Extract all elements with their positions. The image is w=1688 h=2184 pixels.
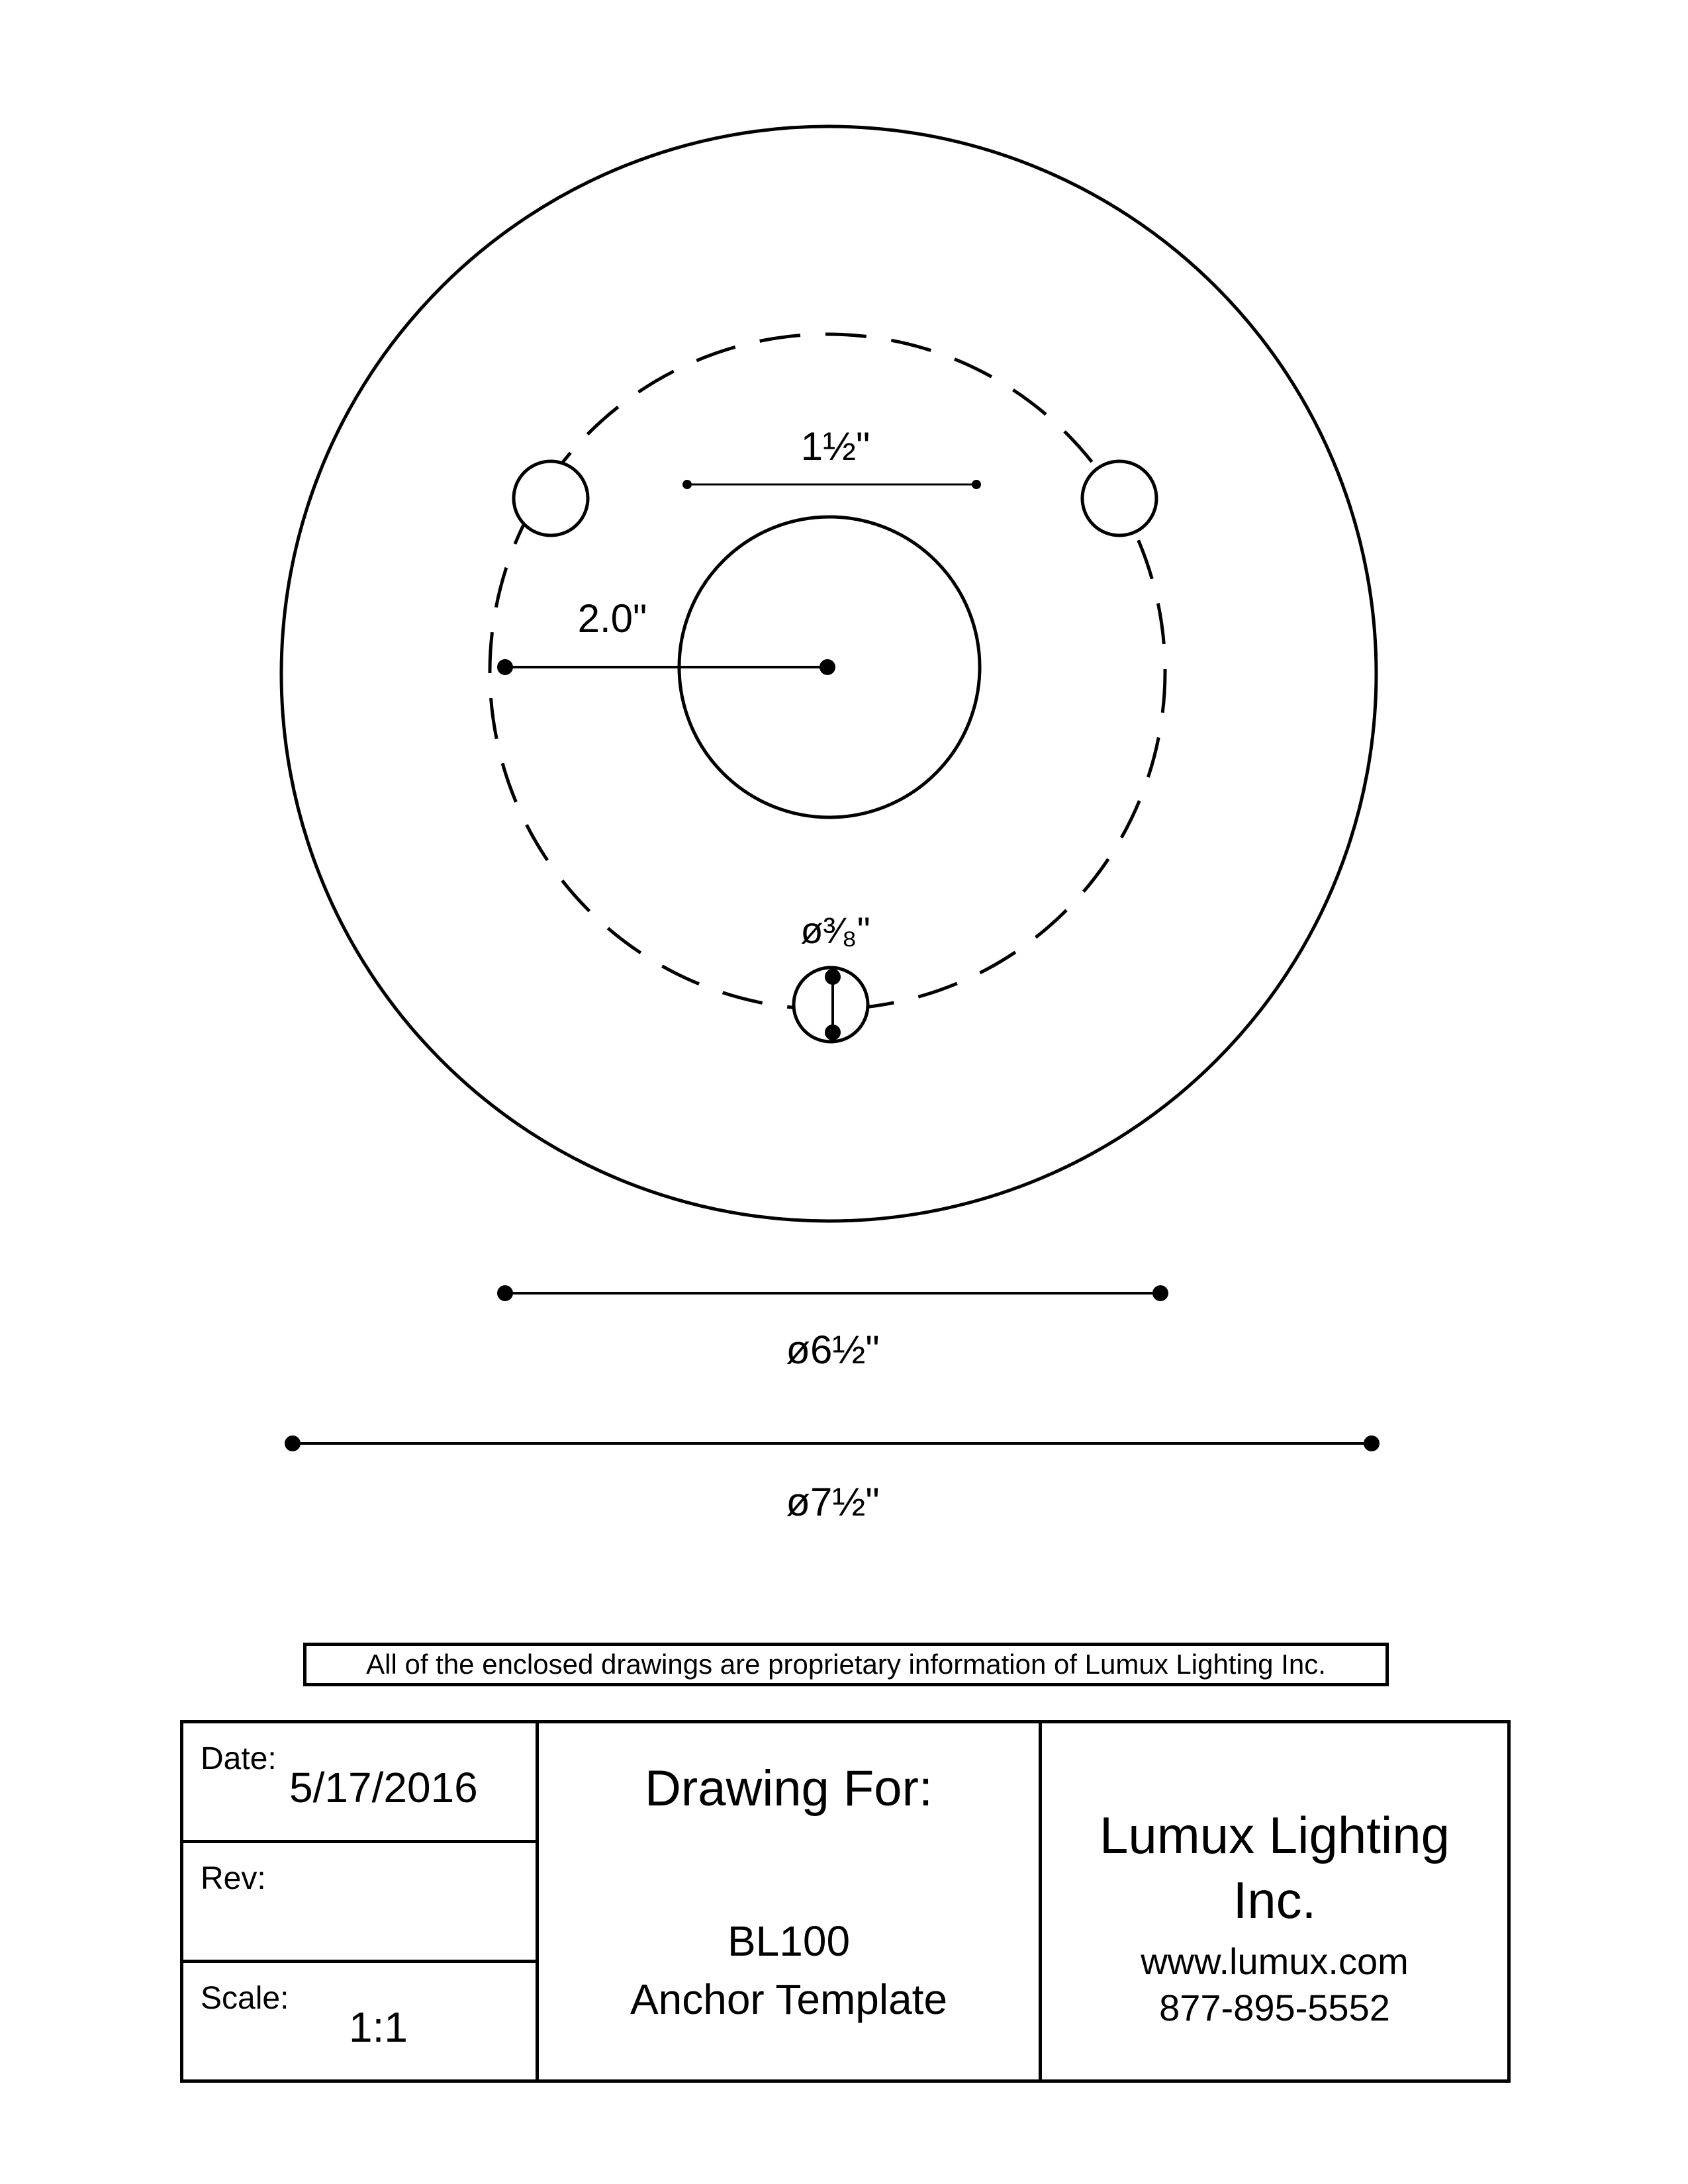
dimension-endpoint (1364, 1435, 1380, 1451)
scale-cell (183, 1963, 536, 2079)
scale-label: Scale: (201, 1981, 289, 2016)
part-name: Anchor Template (630, 1976, 948, 2023)
drawing-for-label: Drawing For: (645, 1760, 933, 1817)
date-cell (183, 1723, 536, 1843)
date-value: 5/17/2016 (289, 1764, 478, 1811)
title-block (180, 1720, 1511, 2083)
title-block-meta (183, 1723, 539, 2079)
model-number: BL100 (727, 1917, 851, 1965)
scale-value: 1:1 (349, 2003, 408, 2051)
proprietary-notice (303, 1643, 1389, 1686)
dimension-endpoint (285, 1435, 301, 1451)
company-website: www.lumux.com (1141, 1940, 1409, 1982)
outer-diameter-dimension-label: ø7½" (786, 1480, 880, 1524)
company-name-line1: Lumux Lighting (1099, 1806, 1450, 1864)
proprietary-notice-text: All of the enclosed drawings are proprietary information of Lumux Lighting Inc. (366, 1649, 1326, 1680)
anchor-hole-top-right (1082, 461, 1156, 535)
radius-dimension-label: 2.0" (577, 596, 647, 641)
company-name (1062, 1803, 1487, 1933)
rev-cell (183, 1843, 536, 1963)
date-label: Date: (201, 1741, 277, 1776)
dimension-endpoint (972, 480, 981, 489)
company-contact (1042, 1938, 1507, 2031)
company-name-line2: Inc. (1233, 1871, 1317, 1929)
company-phone: 877-895-5552 (1159, 1987, 1390, 2028)
company-cell (1042, 1723, 1507, 2079)
drawing-for-cell (539, 1723, 1042, 2079)
rev-label: Rev: (201, 1861, 266, 1896)
dimension-endpoint (1152, 1285, 1168, 1301)
anchor-hole-top-left (514, 461, 588, 535)
dimension-endpoint (825, 969, 841, 985)
dimension-endpoint (825, 1024, 841, 1040)
center-hole-dimension-label: 1½" (800, 424, 870, 469)
dimension-endpoint (820, 659, 835, 675)
dimension-endpoint (497, 1285, 513, 1301)
bolt-circle-dimension-label: ø6½" (786, 1328, 880, 1372)
dimension-endpoint (682, 480, 692, 489)
dimension-endpoint (497, 659, 513, 675)
anchor-hole-dimension-label: ø³⁄₈" (800, 909, 870, 951)
drawing-for-value (539, 1912, 1039, 2028)
